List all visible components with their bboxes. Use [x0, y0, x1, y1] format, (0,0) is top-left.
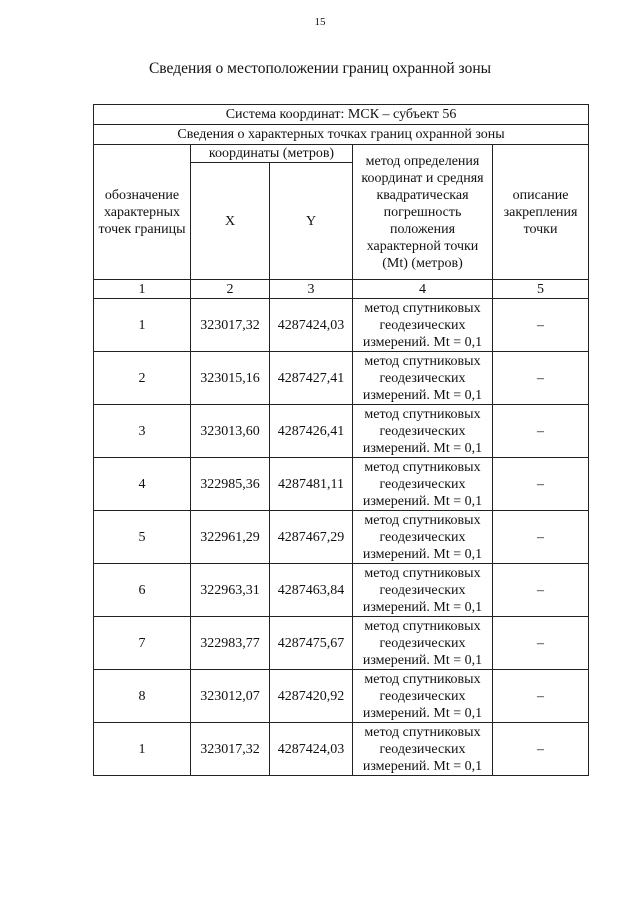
- x-coordinate-cell: 323017,32: [191, 299, 270, 352]
- y-coordinate-cell: 4287426,41: [270, 405, 353, 458]
- header-y: Y: [270, 163, 353, 280]
- x-coordinate-cell: 323015,16: [191, 352, 270, 405]
- boundary-points-table: [93, 104, 589, 776]
- point-id-cell: 5: [94, 511, 191, 564]
- y-coordinate-cell: 4287481,11: [270, 458, 353, 511]
- method-cell: метод спутниковых геодезических измерений. Mt = 0,1: [353, 670, 493, 723]
- x-coordinate-cell: 323013,60: [191, 405, 270, 458]
- x-coordinate-cell: 323017,32: [191, 723, 270, 776]
- document-title: Сведения о местоположении границ охранной зоны: [148, 60, 492, 77]
- column-number: 5: [493, 280, 589, 299]
- point-id-cell: 4: [94, 458, 191, 511]
- description-cell: –: [493, 405, 589, 458]
- method-cell: метод спутниковых геодезических измерений. Mt = 0,1: [353, 352, 493, 405]
- y-coordinate-cell: 4287475,67: [270, 617, 353, 670]
- y-coordinate-cell: 4287467,29: [270, 511, 353, 564]
- coordinate-system-row: Система координат: МСК – субъект 56: [94, 105, 589, 125]
- x-coordinate-cell: 322985,36: [191, 458, 270, 511]
- description-cell: –: [493, 458, 589, 511]
- points-info-row: Сведения о характерных точках границ охранной зоны: [94, 125, 589, 145]
- x-coordinate-cell: 322983,77: [191, 617, 270, 670]
- description-cell: –: [493, 670, 589, 723]
- method-cell: метод спутниковых геодезических измерений. Mt = 0,1: [353, 564, 493, 617]
- description-cell: –: [493, 723, 589, 776]
- point-id-cell: 8: [94, 670, 191, 723]
- header-coordinates: координаты (метров): [191, 145, 353, 163]
- point-id-cell: 1: [94, 299, 191, 352]
- column-number: 2: [191, 280, 270, 299]
- header-x: X: [191, 163, 270, 280]
- description-cell: –: [493, 352, 589, 405]
- y-coordinate-cell: 4287424,03: [270, 723, 353, 776]
- description-cell: –: [493, 299, 589, 352]
- column-number: 3: [270, 280, 353, 299]
- method-cell: метод спутниковых геодезических измерений. Mt = 0,1: [353, 405, 493, 458]
- table-row: [94, 352, 589, 405]
- x-coordinate-cell: 322961,29: [191, 511, 270, 564]
- table-row: [94, 723, 589, 776]
- column-numbers-row: [94, 280, 589, 299]
- method-cell: метод спутниковых геодезических измерений. Mt = 0,1: [353, 299, 493, 352]
- x-coordinate-cell: 323012,07: [191, 670, 270, 723]
- x-coordinate-cell: 322963,31: [191, 564, 270, 617]
- point-id-cell: 6: [94, 564, 191, 617]
- y-coordinate-cell: 4287420,92: [270, 670, 353, 723]
- point-id-cell: 1: [94, 723, 191, 776]
- header-designation: обозначение характерных точек границы: [94, 145, 191, 280]
- table-row: [94, 511, 589, 564]
- method-cell: метод спутниковых геодезических измерений. Mt = 0,1: [353, 723, 493, 776]
- table-row: [94, 458, 589, 511]
- point-id-cell: 2: [94, 352, 191, 405]
- column-number: 4: [353, 280, 493, 299]
- y-coordinate-cell: 4287427,41: [270, 352, 353, 405]
- header-method: метод определения координат и средняя квадратическая погрешность положения характерной точки (Mt) (метров): [353, 145, 493, 280]
- table-row: [94, 670, 589, 723]
- description-cell: –: [493, 511, 589, 564]
- point-id-cell: 3: [94, 405, 191, 458]
- method-cell: метод спутниковых геодезических измерений. Mt = 0,1: [353, 458, 493, 511]
- table-row: [94, 617, 589, 670]
- table-row: [94, 405, 589, 458]
- y-coordinate-cell: 4287424,03: [270, 299, 353, 352]
- y-coordinate-cell: 4287463,84: [270, 564, 353, 617]
- table-row: [94, 299, 589, 352]
- column-number: 1: [94, 280, 191, 299]
- point-id-cell: 7: [94, 617, 191, 670]
- description-cell: –: [493, 564, 589, 617]
- page-number: 15: [314, 16, 326, 28]
- method-cell: метод спутниковых геодезических измерений. Mt = 0,1: [353, 511, 493, 564]
- table-row: [94, 564, 589, 617]
- method-cell: метод спутниковых геодезических измерений. Mt = 0,1: [353, 617, 493, 670]
- header-description: описание закрепления точки: [493, 145, 589, 280]
- description-cell: –: [493, 617, 589, 670]
